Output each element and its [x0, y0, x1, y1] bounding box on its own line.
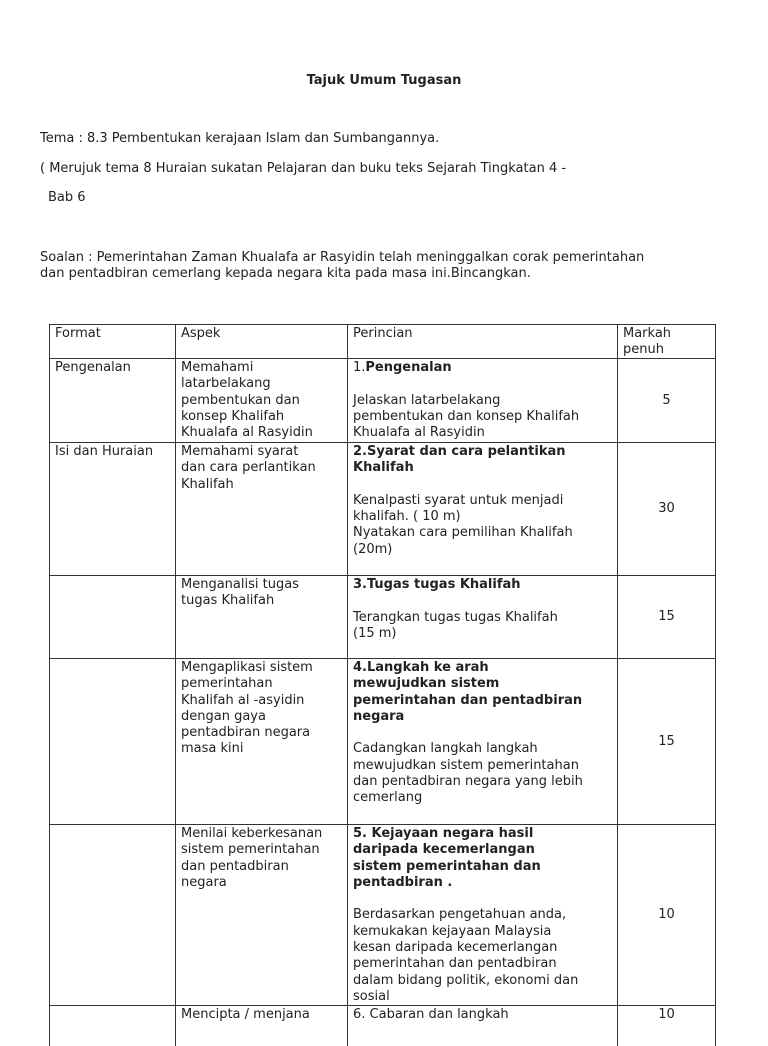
header-aspek: Aspek	[175, 325, 347, 359]
detail-prefix: 6. Cabaran dan langkah	[353, 1007, 509, 1022]
aspek-cell: Mencipta / menjana	[175, 1006, 347, 1046]
table-row	[49, 442, 716, 576]
detail-body: Terangkan tugas tugas Khalifah (15 m)	[353, 609, 558, 641]
markah-cell: 10	[617, 1006, 716, 1046]
document-title: Tajuk Umum Tugasan	[306, 73, 462, 88]
table-row	[49, 1005, 716, 1046]
format-cell: Isi dan Huraian	[49, 443, 175, 576]
detail-heading: 3.Tugas tugas Khalifah	[353, 577, 521, 592]
question-text: Soalan : Pemerintahan Zaman Khualafa ar Rasyidin telah meninggalkan corak pemerintahan dan pentadbiran cemerlang kepada negara kita pada masa ini.Bincangkan.	[40, 250, 645, 282]
aspek-cell: Memahami syarat dan cara perlantikan Khalifah	[175, 443, 347, 576]
chapter-line: Bab 6	[48, 190, 86, 205]
markah-cell: 30	[617, 443, 716, 576]
detail-prefix: 1.	[353, 360, 366, 375]
detail-body: Berdasarkan pengetahuan anda, kemukakan kejayaan Malaysia kesan daripada kecemerlangan pemerintahan dan pentadbiran dalam bidang politik, ekonomi dan sosial	[353, 907, 579, 1004]
header-markah: Markah penuh	[617, 325, 716, 359]
format-cell	[49, 1006, 175, 1046]
table-row	[49, 824, 716, 1006]
table-row	[49, 658, 716, 825]
perincian-cell	[347, 443, 617, 576]
markah-cell: 15	[617, 659, 716, 825]
detail-body: Jelaskan latarbelakang pembentukan dan konsep Khalifah Khualafa al Rasyidin	[353, 392, 580, 441]
table-row	[49, 575, 716, 659]
perincian-cell	[347, 359, 617, 443]
perincian-cell	[347, 1006, 617, 1046]
perincian-cell	[347, 659, 617, 825]
detail-body: Kenalpasti syarat untuk menjadi khalifah. ( 10 m) Nyatakan cara pemilihan Khalifah (20m)	[353, 492, 573, 557]
detail-heading: Pengenalan	[365, 360, 452, 375]
perincian-cell	[347, 576, 617, 659]
format-cell	[49, 576, 175, 659]
table-row	[49, 358, 716, 443]
detail-heading: 4.Langkah ke arah mewujudkan sistem pemerintahan dan pentadbiran negara	[353, 660, 583, 724]
aspek-cell: Menganalisi tugas tugas Khalifah	[175, 576, 347, 659]
detail-body: Cadangkan langkah langkah mewujudkan sistem pemerintahan dan pentadbiran negara yang lebih cemerlang	[353, 741, 583, 806]
perincian-cell	[347, 825, 617, 1006]
aspek-cell: Mengaplikasi sistem pemerintahan Khalifah al -asyidin dengan gaya pentadbiran negara masa kini	[175, 659, 347, 825]
header-format: Format	[49, 325, 175, 359]
table-header-row	[49, 324, 716, 359]
detail-heading: 2.Syarat dan cara pelantikan Khalifah	[353, 444, 566, 476]
reference-line: ( Merujuk tema 8 Huraian sukatan Pelajaran dan buku teks Sejarah Tingkatan 4 -	[40, 161, 567, 176]
tema-line: Tema : 8.3 Pembentukan kerajaan Islam dan Sumbangannya.	[40, 131, 440, 146]
aspek-cell: Menilai keberkesanan sistem pemerintahan dan pentadbiran negara	[175, 825, 347, 1006]
markah-cell: 10	[617, 825, 716, 1006]
header-perincian: Perincian	[347, 325, 617, 359]
format-cell: Pengenalan	[49, 359, 175, 443]
markah-cell: 15	[617, 576, 716, 659]
detail-heading: 5. Kejayaan negara hasil daripada kecemerlangan sistem pemerintahan dan pentadbiran .	[353, 826, 541, 890]
aspek-cell: Memahami latarbelakang pembentukan dan konsep Khalifah Khualafa al Rasyidin	[175, 359, 347, 443]
markah-cell: 5	[617, 359, 716, 443]
format-cell	[49, 825, 175, 1006]
format-cell	[49, 659, 175, 825]
